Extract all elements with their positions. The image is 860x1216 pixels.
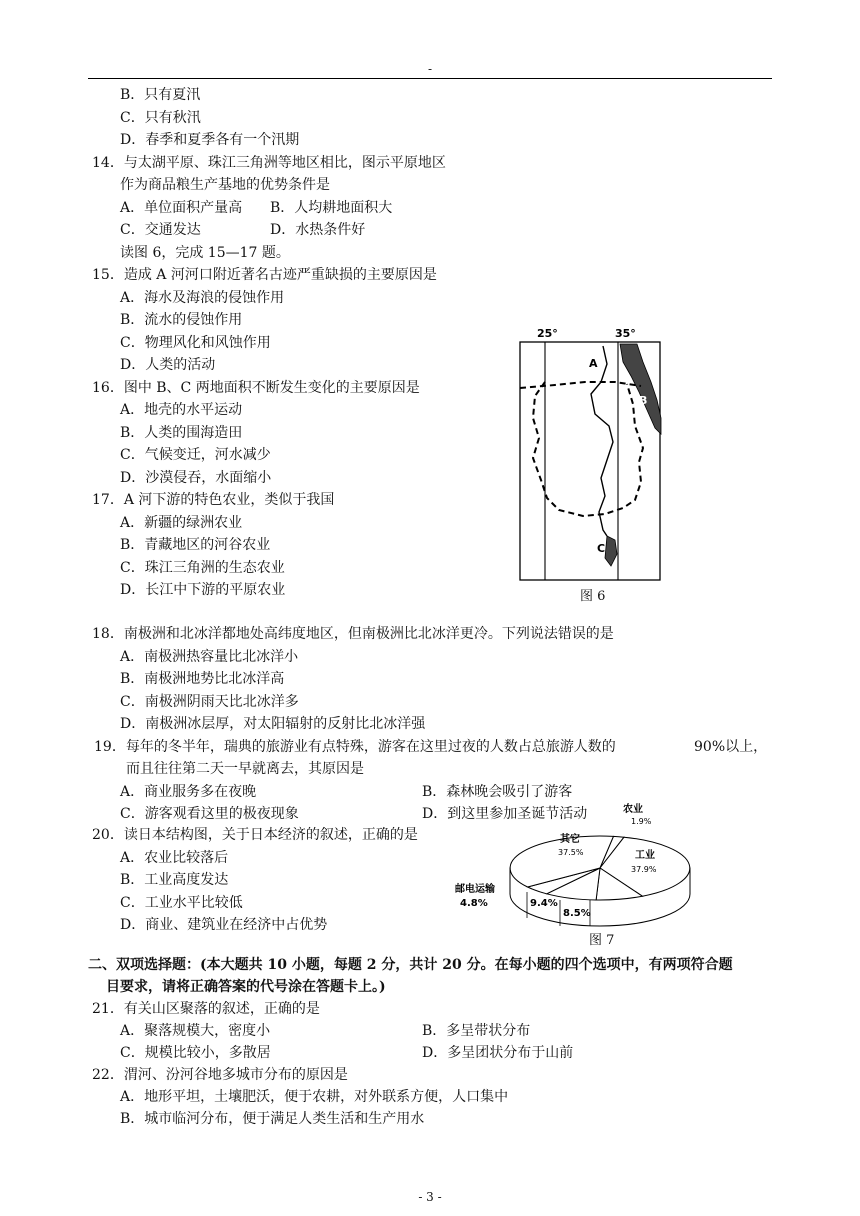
q19-options-ab	[120, 783, 572, 801]
q21-options-cd	[120, 1044, 573, 1062]
q16-option-c: C．气候变迁，河水减少	[120, 447, 271, 463]
fig7-pie-chart	[455, 800, 695, 930]
fig6-label-b: B	[639, 394, 648, 407]
q17-option-c: C．珠江三角洲的生态农业	[120, 560, 285, 576]
q22-option-a: A．地形平坦，土壤肥沃，便于农耕，对外联系方便，人口集中	[120, 1089, 509, 1105]
section2-heading: 二、双项选择题：(本大题共 10 小题，每题 2 分，共计 20 分。在每小题的四个选项中，有两项符合题	[88, 957, 733, 973]
pie-value-9-4: 9.4%	[530, 898, 558, 909]
header-rule	[88, 78, 772, 79]
q14-options-ab	[120, 199, 392, 217]
q20-option-a: A．农业比较落后	[120, 850, 229, 866]
q17-stem: 17．A 河下游的特色农业，类似于我国	[92, 492, 335, 508]
q13-option-c: C．只有秋汛	[120, 110, 201, 126]
q17-option-a: A．新疆的绿洲农业	[120, 515, 243, 531]
q17-option-b: B．青藏地区的河谷农业	[120, 537, 271, 553]
q19-option-b: B．森林晚会吸引了游客	[422, 784, 573, 800]
q19-stem-cont: 而且往往第二天一早就离去，其原因是	[126, 761, 364, 777]
page-number: - 3 -	[418, 1190, 442, 1204]
pie-value-8-5: 8.5%	[563, 908, 591, 919]
q15-option-b: B．流水的侵蚀作用	[120, 312, 243, 328]
q14-option-c: C．交通发达	[120, 222, 201, 238]
fig6-border-north	[520, 382, 641, 388]
q15-option-c: C．物理风化和风蚀作用	[120, 335, 271, 351]
q16-stem: 16．图中 B、C 两地面积不断发生变化的主要原因是	[92, 380, 420, 396]
q19-option-c: C．游客观看这里的极夜现象	[120, 806, 299, 822]
q16-option-b: B．人类的围海造田	[120, 425, 243, 441]
pie-label-other: 其它	[560, 834, 580, 845]
q19-percent: 90%以上，	[694, 739, 768, 755]
pie-slices	[510, 836, 690, 900]
header-mark: -	[427, 62, 433, 76]
q18-option-c: C．南极洲阴雨天比北冰洋多	[120, 694, 299, 710]
fig6-lake-c	[605, 536, 617, 566]
q14-stem: 14．与太湖平原、珠江三角洲等地区相比，图示平原地区	[92, 155, 446, 171]
q21-stem: 21．有关山区聚落的叙述，正确的是	[92, 1001, 320, 1017]
q20-option-b: B．工业高度发达	[120, 872, 229, 888]
q22-stem: 22．渭河、汾河谷地多城市分布的原因是	[92, 1067, 348, 1083]
q18-option-a: A．南极洲热容量比北冰洋小	[120, 649, 299, 665]
q21-option-b: B．多呈带状分布	[422, 1023, 531, 1039]
q15-option-d: D．人类的活动	[120, 357, 216, 373]
q16-option-d: D．沙漠侵吞，水面缩小	[120, 470, 272, 486]
pie-label-transport: 邮电运输	[455, 884, 495, 895]
q18-option-b: B．南极洲地势比北冰洋高	[120, 671, 285, 687]
section2-heading-cont: 目要求，请将正确答案的代号涂在答题卡上。)	[106, 979, 386, 995]
pie-label-agriculture: 农业	[623, 804, 643, 815]
pie-value-agriculture: 1.9%	[631, 817, 652, 826]
fig6-lon-35: 35°	[615, 327, 636, 340]
q14-option-a: A．单位面积产量高	[120, 200, 243, 216]
pie-value-industry: 37.9%	[631, 865, 657, 874]
q13-option-b: B．只有夏汛	[120, 87, 201, 103]
q19-option-a: A．商业服务多在夜晚	[120, 784, 257, 800]
fig6-label-c: C	[597, 542, 606, 555]
q19-stem	[94, 738, 767, 756]
fig6-river-a	[591, 346, 613, 536]
fig6-label-a: A	[589, 357, 598, 370]
q19-option-d: D．到这里参加圣诞节活动	[422, 806, 588, 822]
q20-option-d: D．商业、建筑业在经济中占优势	[120, 917, 328, 933]
q21-options-ab	[120, 1022, 530, 1040]
q13-option-d: D．春季和夏季各有一个汛期	[120, 132, 300, 148]
pie-label-industry: 工业	[635, 850, 655, 861]
q14-options-cd	[120, 221, 365, 239]
fig6-caption: 图 6	[580, 589, 606, 604]
q22-option-b: B．城市临河分布，便于满足人类生活和生产用水	[120, 1111, 425, 1127]
pie-value-other: 37.5%	[558, 848, 584, 857]
fig6-map	[515, 322, 665, 584]
q14-option-d: D．水热条件好	[270, 222, 366, 238]
q16-option-a: A．地壳的水平运动	[120, 402, 243, 418]
q14-option-b: B．人均耕地面积大	[270, 200, 393, 216]
q18-option-d: D．南极洲冰层厚，对太阳辐射的反射比北冰洋强	[120, 716, 426, 732]
q20-stem: 20．读日本结构图，关于日本经济的叙述，正确的是	[92, 827, 418, 843]
read-fig6-instruction: 读图 6，完成 15—17 题。	[120, 245, 290, 261]
fig7-caption: 图 7	[589, 933, 615, 948]
q18-stem: 18．南极洲和北冰洋都地处高纬度地区，但南极洲比北冰洋更冷。下列说法错误的是	[92, 626, 614, 642]
q20-option-c: C．工业水平比较低	[120, 895, 243, 911]
q14-stem-cont: 作为商品粮生产基地的优势条件是	[120, 177, 330, 193]
pie-value-transport: 4.8%	[460, 898, 488, 909]
q19-stem-text: 19．每年的冬半年，瑞典的旅游业有点特殊，游客在这里过夜的人数占总旅游人数的	[94, 739, 616, 755]
q21-option-c: C．规模比较小，多散居	[120, 1045, 271, 1061]
q17-option-d: D．长江中下游的平原农业	[120, 582, 286, 598]
fig6-sea-b	[620, 344, 661, 434]
q21-option-d: D．多呈团状分布于山前	[422, 1045, 574, 1061]
q15-stem: 15．造成 A 河河口附近著名古迹严重缺损的主要原因是	[92, 267, 437, 283]
fig6-border-region	[533, 382, 643, 516]
fig6-lon-25: 25°	[537, 327, 558, 340]
q21-option-a: A．聚落规模大，密度小	[120, 1023, 271, 1039]
q15-option-a: A．海水及海浪的侵蚀作用	[120, 290, 285, 306]
